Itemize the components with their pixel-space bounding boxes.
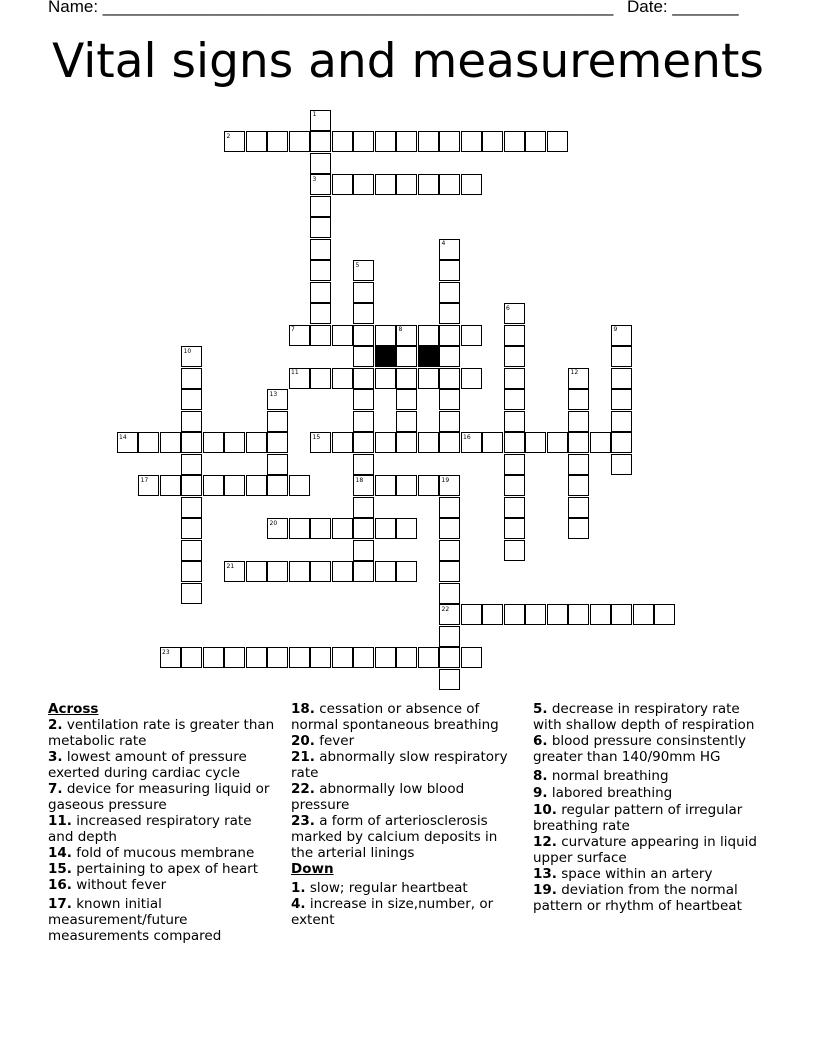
clue-number: 22. [291, 781, 315, 797]
crossword-cell[interactable] [439, 669, 460, 690]
crossword-cell[interactable] [375, 475, 396, 496]
crossword-cell[interactable] [461, 647, 482, 668]
clue-number: 7. [48, 781, 63, 797]
clue-down [291, 896, 516, 928]
crossword-cell[interactable] [310, 303, 331, 324]
clue-down [533, 768, 768, 784]
crossword-cell[interactable] [310, 368, 331, 389]
clue-text: normal breathing [551, 768, 669, 784]
clue-number-label: 2 [226, 132, 231, 140]
clue-number: 21. [291, 749, 315, 765]
crossword-cell[interactable] [439, 368, 460, 389]
crossword-cell[interactable] [439, 325, 460, 346]
clue-across [48, 781, 278, 813]
clue-number: 18. [291, 701, 315, 717]
clue-number-label: 16 [463, 433, 471, 441]
crossword-cell[interactable] [461, 325, 482, 346]
clue-text: fold of mucous membrane [76, 845, 255, 861]
crossword-cell[interactable] [353, 282, 374, 303]
crossword-cell[interactable] [375, 325, 396, 346]
crossword-cell[interactable] [568, 497, 589, 518]
crossword-cell[interactable] [181, 454, 202, 475]
crossword-cell[interactable] [138, 432, 159, 453]
crossword-cell[interactable] [418, 131, 439, 152]
crossword-cell[interactable] [246, 432, 267, 453]
clue-text: device for measuring liquid or gaseous pressure [48, 781, 270, 813]
crossword-cell[interactable] [504, 389, 525, 410]
clue-number-label: 13 [269, 390, 278, 398]
crossword-cell[interactable] [504, 368, 525, 389]
crossword-cell[interactable] [439, 303, 460, 324]
crossword-cell[interactable] [289, 561, 310, 582]
clue-number-label: 22 [441, 605, 450, 613]
clue-across [48, 896, 278, 944]
clue-number-label: 14 [119, 433, 127, 441]
crossword-cell[interactable] [504, 325, 525, 346]
clue-number-label: 9 [613, 326, 618, 333]
crossword-cell[interactable] [267, 475, 288, 496]
clue-text: pertaining to apex of heart [76, 861, 259, 877]
crossword-cell[interactable] [654, 604, 675, 625]
crossword-cell[interactable] [439, 626, 460, 647]
crossword-cell[interactable] [181, 583, 202, 604]
clue-down [533, 866, 768, 882]
crossword-cell[interactable] [611, 346, 632, 367]
clue-number-label: 18 [355, 476, 364, 484]
clue-text: curvature appearing in liquid upper surface [533, 834, 757, 866]
crossword-cell[interactable] [332, 368, 353, 389]
crossword-cell[interactable] [246, 131, 267, 152]
crossword-cell[interactable] [461, 604, 482, 625]
clue-number-label: 4 [441, 240, 446, 247]
crossword-cell[interactable] [310, 260, 331, 281]
name-field-label[interactable]: Name: ______________________________________________________ [48, 0, 614, 16]
crossword-cell[interactable] [353, 454, 374, 475]
crossword-cell[interactable] [375, 174, 396, 195]
crossword-cell[interactable] [181, 518, 202, 539]
clue-text: space within an artery [561, 866, 713, 882]
crossword-cell[interactable] [396, 346, 417, 367]
crossword-cell[interactable] [310, 561, 331, 582]
crossword-cell[interactable] [504, 454, 525, 475]
crossword-cell[interactable] [439, 432, 460, 453]
crossword-cell[interactable] [246, 647, 267, 668]
crossword-cell[interactable] [439, 174, 460, 195]
crossword-cell[interactable] [418, 647, 439, 668]
clue-number: 14. [48, 845, 72, 861]
clue-text: lowest amount of pressure exerted during cardiac cycle [48, 749, 247, 781]
crossword-cell[interactable] [439, 497, 460, 518]
clue-across [48, 877, 278, 893]
crossword-cell[interactable] [332, 647, 353, 668]
crossword-cell[interactable] [310, 153, 331, 174]
crossword-cell[interactable] [439, 647, 460, 668]
crossword-cell[interactable] [181, 475, 202, 496]
clue-across [48, 813, 278, 845]
crossword-cell[interactable] [203, 647, 224, 668]
crossword-cell[interactable] [482, 131, 503, 152]
clue-text: increased respiratory rate and depth [48, 813, 252, 845]
crossword-cell[interactable] [267, 432, 288, 453]
clue-number-label: 7 [291, 326, 295, 333]
clue-number: 8. [533, 768, 548, 784]
clue-text: fever [319, 733, 355, 749]
clue-number-label: 1 [312, 111, 317, 118]
clue-text: labored breathing [551, 785, 673, 801]
crossword-cell[interactable] [224, 475, 245, 496]
clue-down [533, 882, 768, 914]
crossword-cell[interactable] [418, 325, 439, 346]
crossword-cell[interactable] [332, 174, 353, 195]
crossword-cell[interactable] [353, 518, 374, 539]
crossword-cell[interactable] [332, 325, 353, 346]
crossword-cell[interactable] [375, 647, 396, 668]
crossword-cell[interactable] [547, 432, 568, 453]
clue-across [291, 733, 516, 749]
crossword-cell[interactable] [418, 432, 439, 453]
clue-text: ventilation rate is greater than metabolic rate [48, 717, 275, 749]
clue-number: 2. [48, 717, 63, 733]
crossword-cell[interactable] [611, 389, 632, 410]
crossword-cell[interactable] [525, 131, 546, 152]
crossword-cell[interactable] [310, 325, 331, 346]
clue-text: regular pattern of irregular breathing rate [533, 802, 743, 834]
clue-across [291, 749, 516, 781]
crossword-cell[interactable] [568, 389, 589, 410]
crossword-cell[interactable] [504, 604, 525, 625]
crossword-cell[interactable] [332, 561, 353, 582]
across-heading: Across [48, 701, 99, 717]
crossword-cell[interactable] [310, 518, 331, 539]
crossword-cell[interactable] [504, 131, 525, 152]
crossword-cell[interactable] [181, 432, 202, 453]
crossword-cell[interactable] [504, 432, 525, 453]
clue-number-label: 23 [162, 648, 170, 656]
clue-text: increase in size,number, or extent [291, 896, 494, 928]
crossword-cell[interactable] [353, 561, 374, 582]
clue-text: known initial measurement/future measurements compared [48, 896, 222, 944]
crossword-cell[interactable] [375, 518, 396, 539]
crossword-cell[interactable] [568, 411, 589, 432]
crossword-cell[interactable] [181, 497, 202, 518]
clue-number: 13. [533, 866, 557, 882]
crossword-cell[interactable] [310, 217, 331, 238]
crossword-cell[interactable] [504, 540, 525, 561]
crossword-cell[interactable] [611, 604, 632, 625]
down-heading: Down [291, 861, 334, 877]
clue-number-label: 21 [226, 562, 235, 570]
crossword-cell[interactable] [439, 346, 460, 367]
crossword-cell[interactable] [353, 497, 374, 518]
crossword-cell[interactable] [568, 518, 589, 539]
clue-number: 10. [533, 802, 557, 818]
crossword-cell[interactable] [439, 411, 460, 432]
crossword-cell[interactable] [439, 518, 460, 539]
crossword-cell[interactable] [267, 561, 288, 582]
crossword-cell[interactable] [611, 454, 632, 475]
crossword-cell[interactable] [396, 389, 417, 410]
clue-across [48, 861, 278, 877]
clue-number: 4. [291, 896, 306, 912]
crossword-cell[interactable] [611, 368, 632, 389]
crossword-cell[interactable] [310, 239, 331, 260]
crossword-cell[interactable] [224, 432, 245, 453]
crossword-cell[interactable] [353, 432, 374, 453]
clue-across [291, 781, 516, 813]
crossword-cell[interactable] [353, 540, 374, 561]
clue-text: abnormally slow respiratory rate [291, 749, 508, 781]
crossword-cell[interactable] [310, 131, 331, 152]
crossword-cell[interactable] [353, 303, 374, 324]
crossword-cell[interactable] [396, 518, 417, 539]
clue-down [533, 785, 768, 801]
clue-number-label: 5 [355, 261, 360, 269]
crossword-cell[interactable] [181, 389, 202, 410]
crossword-cell[interactable] [332, 131, 353, 152]
crossword-cell[interactable] [504, 411, 525, 432]
crossword-cell[interactable] [461, 174, 482, 195]
clue-number-label: 8 [398, 326, 403, 333]
clue-down [533, 802, 768, 834]
crossword-cell[interactable] [504, 497, 525, 518]
crossword-cell[interactable] [461, 131, 482, 152]
crossword-cell[interactable] [525, 604, 546, 625]
clue-down [291, 880, 516, 896]
crossword-cell[interactable] [418, 475, 439, 496]
crossword-cell[interactable] [181, 411, 202, 432]
crossword-cell[interactable] [396, 432, 417, 453]
crossword-cell[interactable] [396, 647, 417, 668]
clue-number-label: 3 [312, 175, 317, 183]
clue-number: 12. [533, 834, 557, 850]
clue-number: 9. [533, 785, 548, 801]
crossword-cell[interactable] [396, 561, 417, 582]
clue-number-label: 19 [441, 476, 450, 484]
crossword-cell[interactable] [633, 604, 654, 625]
clue-number: 17. [48, 896, 72, 912]
crossword-block [375, 346, 396, 367]
date-field-label[interactable]: Date: _______ [627, 0, 739, 16]
crossword-cell[interactable] [181, 368, 202, 389]
clue-across [291, 813, 516, 861]
crossword-cell[interactable] [547, 604, 568, 625]
clue-number-label: 6 [506, 304, 510, 312]
clue-number: 20. [291, 733, 315, 749]
crossword-cell[interactable] [310, 282, 331, 303]
crossword-cell[interactable] [439, 282, 460, 303]
clue-number-label: 15 [312, 433, 321, 441]
clue-number: 3. [48, 749, 63, 765]
crossword-cell[interactable] [267, 647, 288, 668]
crossword-cell[interactable] [439, 131, 460, 152]
crossword-cell[interactable] [396, 368, 417, 389]
crossword-cell[interactable] [396, 131, 417, 152]
crossword-cell[interactable] [590, 432, 611, 453]
clue-down [533, 834, 768, 866]
clues-column-1 [48, 701, 278, 944]
clue-across [48, 845, 278, 861]
crossword-cell[interactable] [203, 432, 224, 453]
crossword-cell[interactable] [310, 647, 331, 668]
crossword-cell[interactable] [289, 475, 310, 496]
clue-across [291, 701, 516, 733]
clue-number: 6. [533, 733, 548, 749]
crossword-cell[interactable] [568, 475, 589, 496]
crossword-cell[interactable] [267, 454, 288, 475]
crossword-cell[interactable] [611, 432, 632, 453]
crossword-cell[interactable] [482, 604, 503, 625]
crossword-cell[interactable] [353, 647, 374, 668]
crossword-cell[interactable] [353, 131, 374, 152]
clues-column-2 [291, 701, 516, 928]
clue-number-label: 17 [140, 476, 149, 484]
crossword-cell[interactable] [375, 131, 396, 152]
crossword-cell[interactable] [396, 174, 417, 195]
crossword-cell[interactable] [353, 389, 374, 410]
page-title: Vital signs and measurements [52, 34, 764, 89]
crossword-cell[interactable] [547, 131, 568, 152]
crossword-cell[interactable] [568, 604, 589, 625]
crossword-cell[interactable] [504, 518, 525, 539]
crossword-cell[interactable] [353, 368, 374, 389]
clue-down [533, 733, 768, 765]
crossword-cell[interactable] [246, 475, 267, 496]
crossword-cell[interactable] [289, 518, 310, 539]
crossword-cell[interactable] [439, 540, 460, 561]
clue-number-label: 11 [291, 369, 299, 376]
crossword-cell[interactable] [181, 561, 202, 582]
crossword-cell[interactable] [611, 411, 632, 432]
crossword-cell[interactable] [332, 518, 353, 539]
crossword-cell[interactable] [353, 174, 374, 195]
crossword-cell[interactable] [353, 325, 374, 346]
clue-number: 23. [291, 813, 315, 829]
clues-column-3 [533, 701, 768, 914]
crossword-cell[interactable] [224, 647, 245, 668]
clue-number: 15. [48, 861, 72, 877]
clue-across [48, 717, 278, 749]
crossword-cell[interactable] [461, 368, 482, 389]
clue-number-label: 12 [570, 369, 579, 376]
clue-text: without fever [76, 877, 167, 893]
crossword-cell[interactable] [418, 174, 439, 195]
crossword-cell[interactable] [568, 432, 589, 453]
crossword-cell[interactable] [160, 475, 181, 496]
crossword-cell[interactable] [375, 368, 396, 389]
crossword-cell[interactable] [332, 432, 353, 453]
crossword-cell[interactable] [289, 131, 310, 152]
crossword-cell[interactable] [396, 475, 417, 496]
clue-text: decrease in respiratory rate with shallow depth of respiration [533, 701, 755, 733]
clue-number: 16. [48, 877, 72, 893]
crossword-cell[interactable] [482, 432, 503, 453]
clue-text: deviation from the normal pattern or rhythm of heartbeat [533, 882, 742, 914]
crossword-cell[interactable] [160, 432, 181, 453]
crossword-cell[interactable] [590, 604, 611, 625]
clue-down [533, 701, 768, 733]
crossword-cell[interactable] [203, 475, 224, 496]
crossword-cell[interactable] [267, 411, 288, 432]
crossword-cell[interactable] [396, 411, 417, 432]
clue-text: blood pressure consinstently greater than 140/90mm HG [533, 733, 746, 765]
crossword-cell[interactable] [439, 260, 460, 281]
clue-text: slow; regular heartbeat [309, 880, 468, 896]
crossword-cell[interactable] [246, 561, 267, 582]
crossword-cell[interactable] [525, 432, 546, 453]
crossword-cell[interactable] [181, 540, 202, 561]
crossword-cell[interactable] [375, 561, 396, 582]
crossword-cell[interactable] [181, 647, 202, 668]
clue-text: abnormally low blood pressure [291, 781, 465, 813]
clue-number-label: 10 [183, 347, 192, 355]
clue-text: cessation or absence of normal spontaneous breathing [291, 701, 499, 733]
crossword-cell[interactable] [418, 368, 439, 389]
crossword-cell[interactable] [439, 389, 460, 410]
clue-number: 19. [533, 882, 557, 898]
crossword-cell[interactable] [289, 647, 310, 668]
crossword-block [418, 346, 439, 367]
clue-number: 1. [291, 880, 306, 896]
clue-text: a form of arteriosclerosis marked by calcium deposits in the arterial linings [291, 813, 498, 861]
clue-number: 11. [48, 813, 72, 829]
crossword-cell[interactable] [310, 196, 331, 217]
crossword-cell[interactable] [375, 432, 396, 453]
clue-across [48, 749, 278, 781]
crossword-cell[interactable] [504, 346, 525, 367]
crossword-cell[interactable] [267, 131, 288, 152]
crossword-cell[interactable] [439, 583, 460, 604]
clue-number-label: 20 [269, 519, 278, 527]
crossword-cell[interactable] [504, 475, 525, 496]
crossword-cell[interactable] [353, 346, 374, 367]
clue-number: 5. [533, 701, 548, 717]
crossword-cell[interactable] [439, 561, 460, 582]
crossword-cell[interactable] [568, 454, 589, 475]
crossword-cell[interactable] [353, 411, 374, 432]
